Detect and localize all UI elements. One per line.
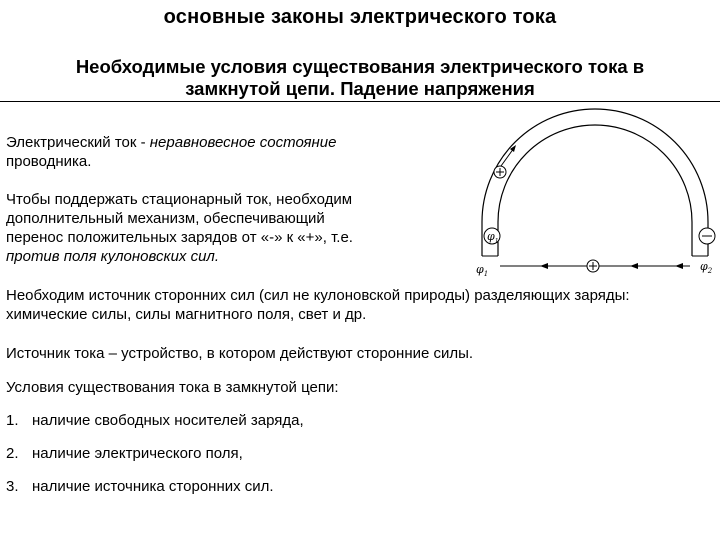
terminal-phi-index: 1 [494,238,499,245]
subtitle-line-1: Необходимые условия существования электрического тока в [75,56,645,77]
p2-line-2: дополнительный механизм, обеспечивающий [6,210,325,227]
bottom-arrow-left [540,263,548,269]
phi1-symbol: φ [476,263,484,276]
condition-number: 3. [6,478,19,495]
subtitle-line-2: замкнутой цепи. Падение напряжения [185,78,535,99]
slide-subtitle [30,56,690,100]
p2-line-3: перенос положительных зарядов от «-» к «+», т.е. [6,229,353,246]
bottom-arrow-mid [630,263,638,269]
phi1-label [476,263,488,278]
condition-item [6,444,243,463]
terminal-phi-symbol: φ [487,230,495,243]
phi2-label [700,260,713,275]
paragraph-external-forces: Необходим источник сторонних сил (сил не кулоновской природы) разделяющих заряды: химические силы, силы магнитного поля, свет и др. [6,287,630,323]
header-divider [0,101,720,102]
condition-text: наличие источника сторонних сил. [32,478,274,495]
paragraph-current-source: Источник тока – устройство, в котором действуют сторонние силы. [6,345,474,362]
p1-text: Электрический ток - [6,134,150,151]
condition-text: наличие электрического поля, [32,445,243,462]
paragraph-current-definition [6,133,426,171]
phi2-symbol: φ [700,260,708,273]
condition-item [6,411,304,430]
p2-line-1: Чтобы поддержать стационарный ток, необходим [6,191,353,208]
condition-text: наличие свободных носителей заряда, [32,412,304,429]
condition-number: 2. [6,445,19,462]
condition-item [6,477,274,496]
phi2-index: 2 [707,267,713,275]
condition-number: 1. [6,412,19,429]
conductor-arch-inner [498,125,692,256]
p2-italic: против поля кулоновских сил. [6,248,220,265]
circuit-diagram [470,108,720,278]
paragraph-conditions-heading: Условия существования тока в замкнутой цепи: [6,379,339,396]
p1-italic: неравновесное состояние [149,134,337,151]
phi1-index: 1 [483,270,489,278]
slide-title: основные законы электрического тока [163,6,557,28]
paragraph-stationary-current [6,190,436,266]
bottom-arrow-right [675,263,683,269]
p1-rest: проводника. [6,153,92,170]
conductor-arch-outer [482,109,708,256]
